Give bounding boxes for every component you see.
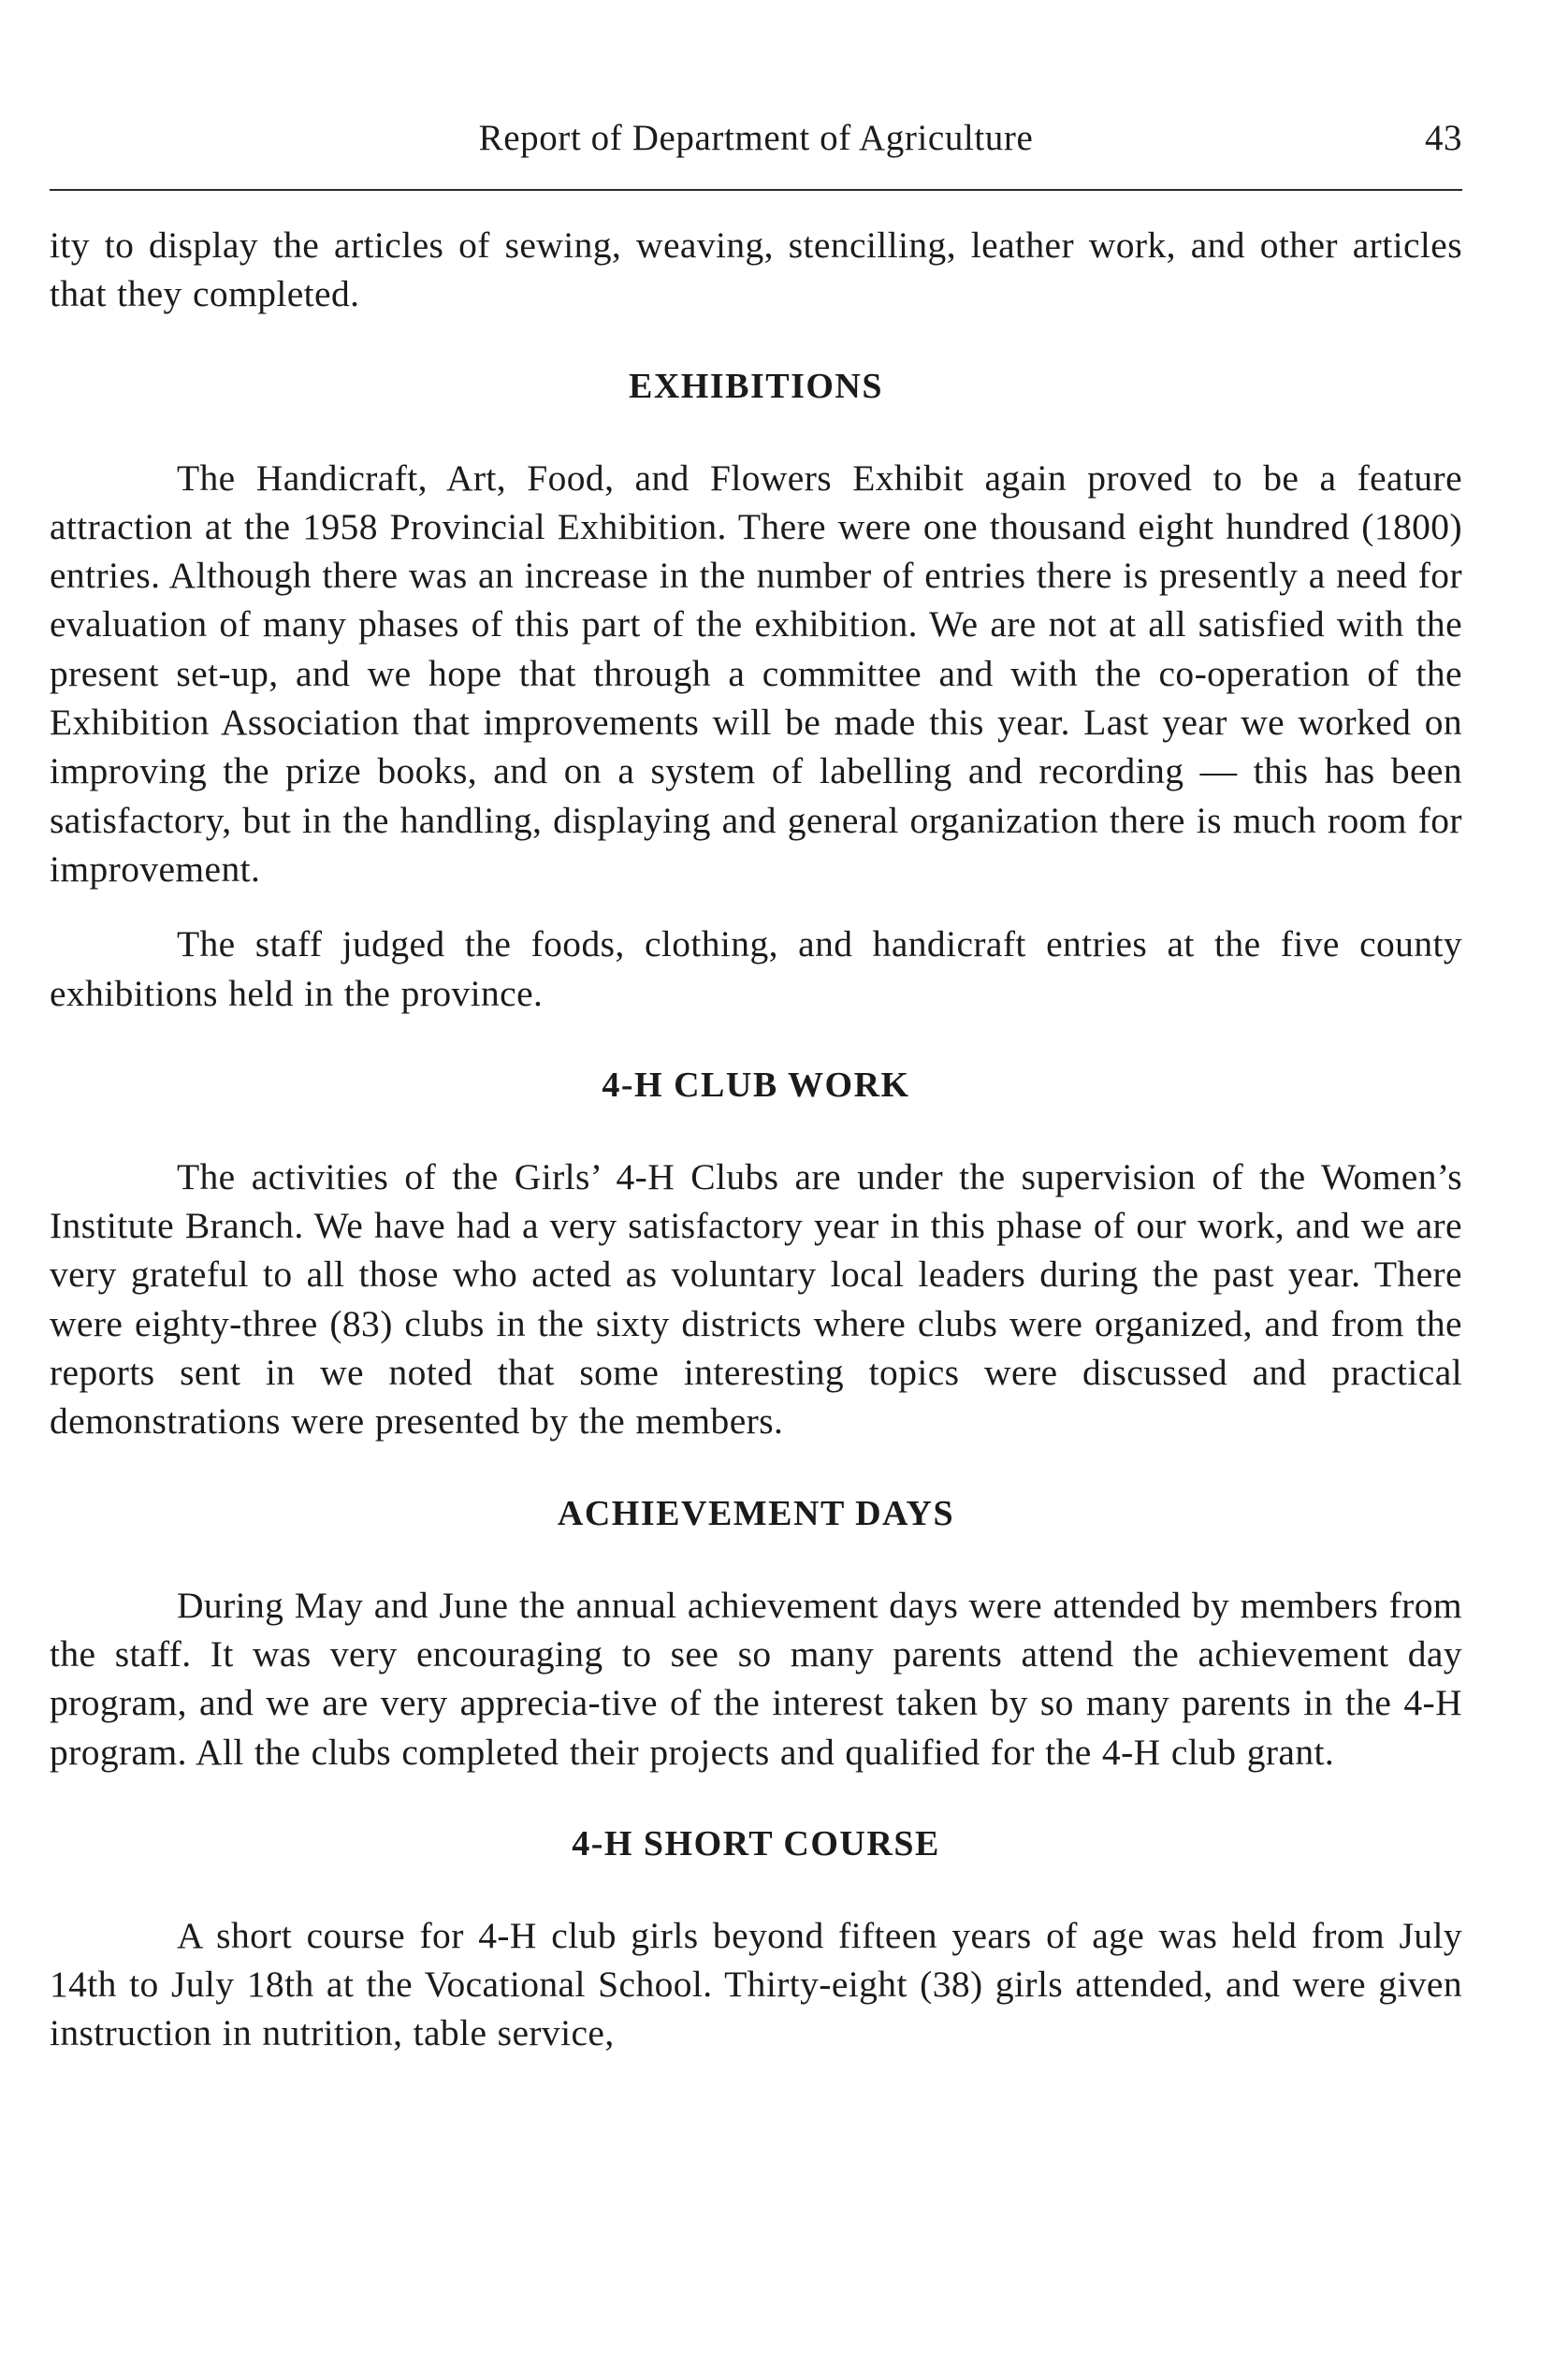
club-work-paragraph: The activities of the Girls’ 4-H Clubs are under the supervision of the Women’s Institute Branch. We have had a very satisfactory year in this phase of our work, and we are very grateful to all those who acted as voluntary local leaders during the past year. There were eighty-three (83) clubs in the sixty districts where clubs were organized, and from the reports sent in we noted that some interesting topics were discussed and practical demonstrations were presented by the members. [50,1155,1462,1443]
section-4h-short-course [50,1820,1462,2058]
section-exhibitions [50,362,1462,1018]
report-page [50,110,1462,2058]
section-heading-4h-short-course: 4-H SHORT COURSE [572,1823,940,1863]
header-rule [50,189,1462,191]
section-heading-4h-club-work: 4-H CLUB WORK [602,1065,910,1105]
section-4h-club-work [50,1061,1462,1446]
exhibitions-paragraph-2: The staff judged the foods, clothing, and handicraft entries at the five county exhibitions held in the province. [50,923,1462,1014]
running-title: Report of Department of Agriculture [478,118,1034,158]
page-number: 43 [1425,118,1462,158]
continuation-paragraph: ity to display the articles of sewing, weaving, stencilling, leather work, and other articles that they completed. [50,225,1462,315]
achievement-days-paragraph: During May and June the annual achievement days were attended by members from the staff. It was very encouraging to see so many parents attend the achievement day program, and we are very apprecia-tive of the interest taken by so many parents in the 4-H program. All the clubs completed their projects and qualified for the 4-H club grant. [50,1584,1462,1773]
section-heading-exhibitions: EXHIBITIONS [628,366,884,406]
section-achievement-days [50,1489,1462,1776]
running-head [50,110,1462,167]
exhibitions-paragraph-1: The Handicraft, Art, Food, and Flowers Exhibit again proved to be a feature attraction at the 1958 Provincial Exhibition. There were one thousand eight hundred (1800) entries. Although there was an increase in the number of entries there is presently a need for evaluation of many phases of this part of the exhibition. We are not at all satisfied with the present set-up, and we hope that through a committee and with the co-operation of the Exhibition Association that improvements will be made this year. Last year we worked on improving the prize books, and on a system of labelling and recording — this has been satisfactory, but in the handling, displaying and general organization there is much room for improvement. [50,457,1462,890]
short-course-paragraph: A short course for 4-H club girls beyond fifteen years of age was held from July 14th to July 18th at the Vocational School. Thirty-eight (38) girls attended, and were given instruction in nutrition, table service, [50,1914,1462,2054]
section-heading-achievement-days: ACHIEVEMENT DAYS [557,1493,955,1533]
